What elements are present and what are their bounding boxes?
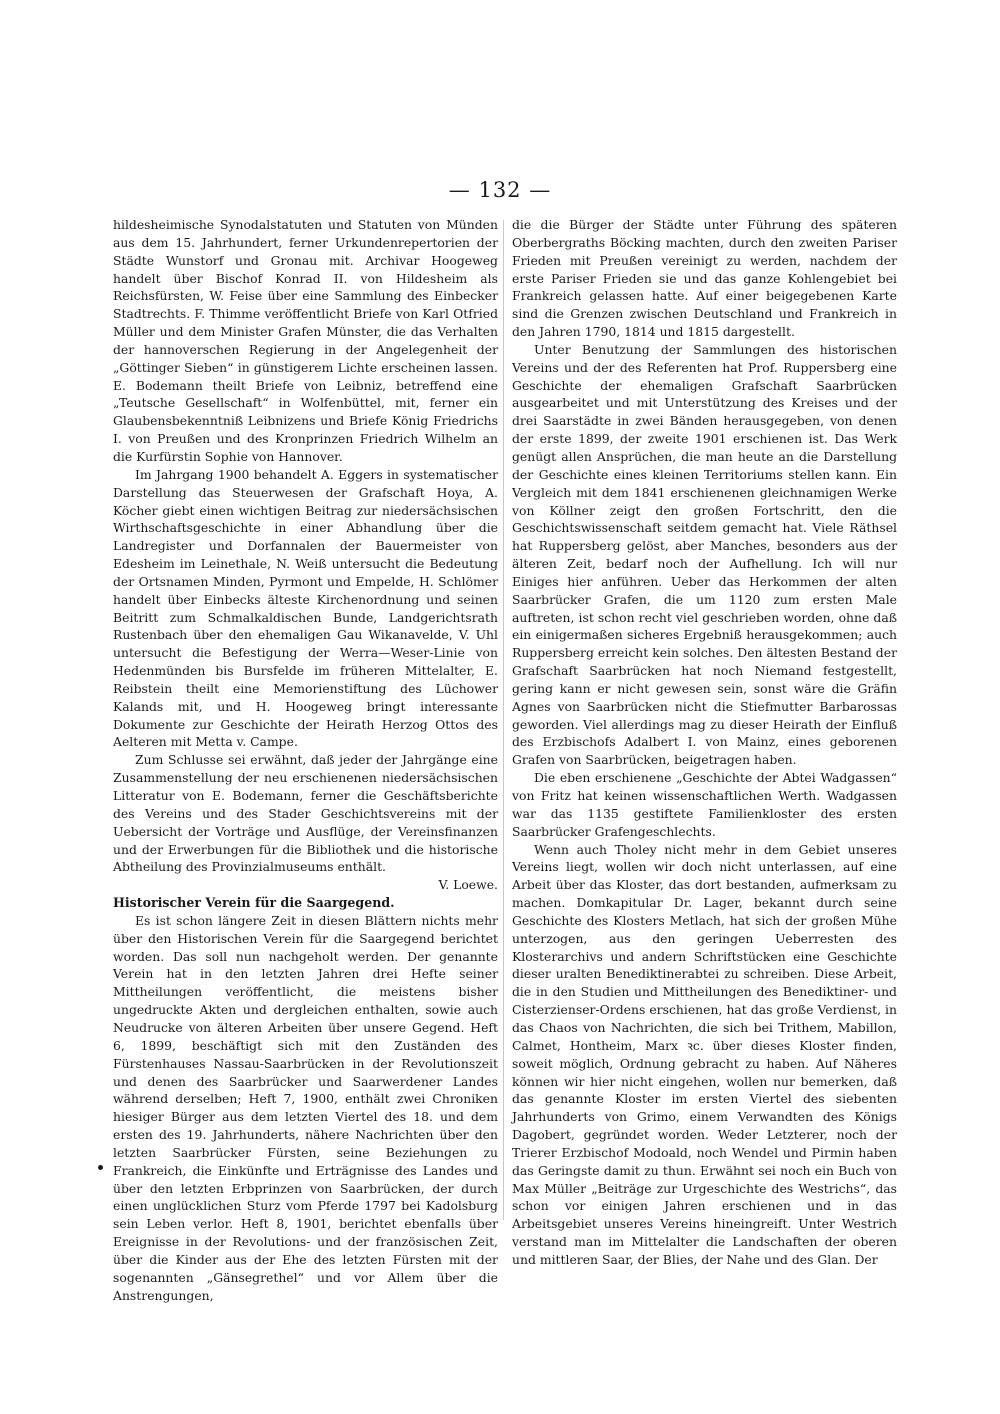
- paragraph: hildesheimische Synodalstatuten und Statuten von Münden aus dem 15. Jahrhundert, ferner Urkundenrepertorien der Städte Wunstorf und Gronau mit. Archivar Hoogeweg handelt über Bischof Konrad II. von Hildesheim als Reichsfürsten, W. Feise über eine Sammlung des Einbecker Stadtrechts. F. Thimme veröffentlicht Briefe von Karl Otfried Müller und dem Minister Grafen Münster, die das Verhalten der hannoverschen Regierung in der Angelegenheit der „Göttinger Sieben“ in günstigerem Lichte erscheinen lassen. E. Bodemann theilt Briefe von Leibniz, betreffend eine „Teutsche Gesellschaft“ in Wolfenbüttel, mit, ferner ein Glaubensbekenntniß Leibnizens und Briefe König Friedrichs I. von Preußen und des Kronprinzen Friedrich Wilhelm an die Kurfürstin Sophie von Hannover.: [113, 217, 498, 464]
- right-column: [512, 216, 897, 1269]
- left-column: [113, 216, 498, 1304]
- paragraph: Im Jahrgang 1900 behandelt A. Eggers in systematischer Darstellung das Steuerwesen der Grafschaft Hoya, A. Köcher giebt einen wichtigen Beitrag zur niedersächsischen Wirthschaftsgeschichte in einer Abhandlung über die Landregister und Dorfannalen der Bauermeister von Edesheim im Leinethale, N. Weiß untersucht die Bedeutung der Ortsnamen Minden, Pyrmont und Empelde, H. Schlömer handelt über Einbecks älteste Kirchenordnung und seinen Beitritt zum Schmalkaldischen Bunde, Landgerichtsrath Rustenbach über den ehemaligen Gau Wikanavelde, V. Uhl untersucht die Befestigung der Werra—Weser-Linie von Hedenmünden bis Bursfelde im früheren Mittelalter, E. Reibstein theilt eine Memorienstiftung des Lüchower Kalands mit, und H. Hoogeweg bringt interessante Dokumente zur Geschichte der Heirath Herzog Ottos des Aelteren mit Metta v. Campe.: [113, 466, 498, 750]
- margin-dot: [98, 1165, 103, 1170]
- paragraph: Wenn auch Tholey nicht mehr in dem Gebiet unseres Vereins liegt, wollen wir doch nicht unterlassen, auf eine Arbeit über das Kloster, das dort bestanden, aufmerksam zu machen. Domkapitular Dr. Lager, bekannt durch seine Geschichte des Klosters Metlach, hat sich der großen Mühe unterzogen, aus den geringen Ueberresten des Klosterarchivs und andern Schriftstücken eine Geschichte dieser uralten Benediktinerabtei zu schreiben. Diese Arbeit, die in den Studien und Mittheilungen des Benediktiner- und Cisterzienser-Ordens erschienen, hat das große Verdienst, in das Chaos von Nachrichten, die sich bei Trithem, Mabillon, Calmet, Hontheim, Marx ꝛc. über dieses Kloster finden, soweit möglich, Ordnung gebracht zu haben. Auf Näheres können wir hier nicht eingehen, wollen nur bemerken, daß das genannte Kloster im ersten Viertel des siebenten Jahrhunderts von Grimo, einem Verwandten des Königs Dagobert, gegründet worden. Weder Letzterer, noch der Trierer Erzbischof Modoald, noch Wendel und Pirmin haben das Geringste damit zu thun. Erwähnt sei noch ein Buch von Max Müller „Beiträge zur Urgeschichte des Westrichs“, das schon vor einigen Jahren erschienen und in das Arbeitsgebiet unseres Vereins hineingreift. Unter Westrich verstand man im Mittelalter die Landschaften der oberen und mittleren Saar, der Blies, der Nahe und des Glan. Der: [512, 841, 897, 1267]
- paragraph: Unter Benutzung der Sammlungen des historischen Vereins und der des Referenten hat Prof. Ruppersberg eine Geschichte der ehemaligen Grafschaft Saarbrücken ausgearbeitet und mit Unterstützung des Kreises und der drei Saarstädte in zwei Bänden herausgegeben, von denen der erste 1899, der zweite 1901 erschienen ist. Das Werk genügt allen Ansprüchen, die man heute an die Darstellung der Geschichte eines kleinen Territoriums stellen kann. Ein Vergleich mit dem 1841 erschienenen gleichnamigen Werke von Köllner zeigt den großen Fortschritt, den die Geschichtswissenschaft seitdem gemacht hat. Viele Räthsel hat Ruppersberg gelöst, aber Manches, besonders aus der älteren Zeit, bedarf noch der Aufhellung. Ich will nur Einiges hier anführen. Ueber das Herkommen der alten Saarbrücker Grafen, die um 1120 zum ersten Male auftreten, ist schon recht viel geschrieben worden, ohne daß ein einigermaßen sicheres Ergebniß herausgekommen; auch Ruppersberg erreicht kein solches. Den ältesten Bestand der Grafschaft Saarbrücken hat noch Niemand festgestellt, gering kann er nicht gewesen sein, sonst wäre die Gräfin Agnes von Saarbrücken nicht die Stiefmutter Barbarossas geworden. Viel allerdings mag zu dieser Heirath der Einfluß des Erzbischofs Adalbert I. von Mainz, eines geborenen Grafen von Saarbrücken, beigetragen haben.: [512, 341, 897, 768]
- page-number: — 132 —: [448, 178, 552, 202]
- column-divider: [503, 220, 504, 1220]
- signature: V. Loewe.: [438, 877, 498, 893]
- paragraph: Die eben erschienene „Geschichte der Abtei Wadgassen“ von Fritz hat keinen wissenschaftlichen Werth. Wadgassen war das 1135 gestiftete Familienkloster des ersten Saarbrücker Grafengeschlechts.: [512, 770, 897, 839]
- paragraph: Es ist schon längere Zeit in diesen Blättern nichts mehr über den Historischen Verein für die Saargegend berichtet worden. Das soll nun nachgeholt werden. Der genannte Verein hat in den letzten Jahren drei Hefte seiner Mittheilungen veröffentlicht, die meistens bisher ungedruckte Akten und dergleichen enthalten, sowie auch Neudrucke von älteren Arbeiten über unsere Gegend. Heft 6, 1899, beschäftigt sich mit den Zuständen des Fürstenhauses Nassau-Saarbrücken in der Revolutionszeit und denen des Saarbrücker und Saarwerdener Landes während derselben; Heft 7, 1900, enthält zwei Chroniken hiesiger Bürger aus dem letzten Viertel des 18. und dem ersten des 19. Jahrhunderts, nähere Nachrichten über den letzten Saarbrücker Fürsten, seine Beziehungen zu Frankreich, die Einkünfte und Erträgnisse des Landes und über den letzten Erbprinzen von Saarbrücken, der durch einen unglücklichen Sturz vom Pferde 1797 bei Kadolsburg sein Leben verlor. Heft 8, 1901, berichtet ebenfalls über Ereignisse in der Revolutions- und der französischen Zeit, über die Kinder aus der Ehe des letzten Fürsten mit der sogenannten „Gänsegrethel“ und vor Allem über die Anstrengungen,: [113, 912, 498, 1303]
- paragraph: Zum Schlusse sei erwähnt, daß jeder der Jahrgänge eine Zusammenstellung der neu erschienenen niedersächsischen Litteratur von E. Bodemann, ferner die Geschäftsberichte des Vereins und des Stader Geschichtsvereins mit der Uebersicht der Vorträge und Ausflüge, der Vereinsfinanzen und der Erwerbungen für die Bibliothek und die historische Abtheilung des Provinzialmuseums enthält.: [113, 752, 498, 875]
- section-heading: Historischer Verein für die Saargegend.: [113, 895, 395, 911]
- paragraph: die die Bürger der Städte unter Führung des späteren Oberbergraths Böcking machten, durch den zweiten Pariser Frieden mit Preußen vereinigt zu werden, nachdem der erste Pariser Frieden sie und das ganze Kohlengebiet bei Frankreich gelassen hatte. Auf einer beigegebenen Karte sind die Grenzen zwischen Deutschland und Frankreich in den Jahren 1790, 1814 und 1815 dargestellt.: [512, 217, 897, 340]
